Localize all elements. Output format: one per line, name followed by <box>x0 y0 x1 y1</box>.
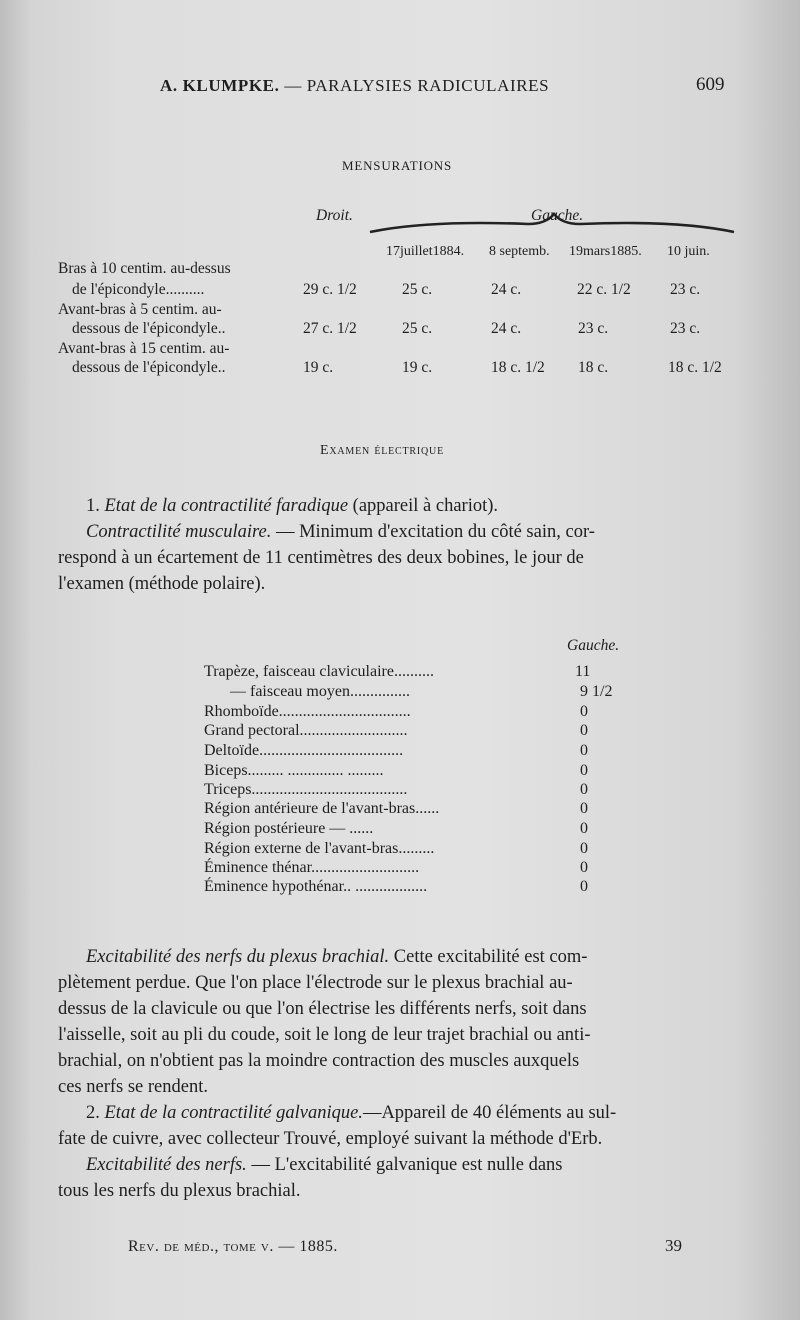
excitabilite-line-5: brachial, on n'obtient pas la moindre contraction des muscles auxquels <box>58 1051 580 1071</box>
galvanique-line-1 <box>58 1100 742 1126</box>
galvanique-line-2: fate de cuivre, avec collecteur Trouvé, employé suivant la méthode d'Erb. <box>58 1129 603 1149</box>
row3-label-line1: Avant-bras à 15 centim. au- <box>58 340 230 357</box>
gauche-brace <box>368 206 738 236</box>
faradic-row-value: 0 <box>580 703 588 720</box>
faradic-row-label: Éminence hypothénar.. .................. <box>204 878 428 895</box>
faradic-apparatus: (appareil à chariot). <box>352 496 499 516</box>
mensurations-title: MENSURATIONS <box>342 158 453 173</box>
faradic-row-label: Biceps......... .............. ......... <box>204 762 384 779</box>
faradic-heading: Etat de la contractilité faradique <box>104 496 349 516</box>
row2-gauche-3: 23 c. <box>578 320 609 337</box>
faradic-row-value: 0 <box>580 762 588 779</box>
faradic-row-value: 11 <box>575 663 591 680</box>
signature-mark: 39 <box>665 1236 682 1255</box>
running-head <box>160 76 549 96</box>
excitabilite-line-6: ces nerfs se rendent. <box>58 1077 208 1097</box>
date-col-1: 17juillet1884. <box>386 244 465 259</box>
droit-label: Droit. <box>316 207 353 224</box>
faradic-row-value: 0 <box>580 800 588 817</box>
contractilite-line-1 <box>58 519 742 545</box>
faradic-number: 1. <box>86 496 100 516</box>
row2-gauche-2: 24 c. <box>491 320 522 337</box>
faradic-row-label: Région postérieure — ...... <box>204 820 374 837</box>
contractilite-line-3: l'examen (méthode polaire). <box>58 574 266 594</box>
date-col-4: 10 juin. <box>667 244 710 259</box>
row2-label-line1: Avant-bras à 5 centim. au- <box>58 301 222 318</box>
galvanique-number: 2. <box>86 1103 100 1123</box>
row1-label-line1: Bras à 10 centim. au-dessus <box>58 260 231 277</box>
faradic-row-value: 0 <box>580 859 588 876</box>
faradic-row-label: Région antérieure de l'avant-bras...... <box>204 800 440 817</box>
page-number: 609 <box>696 74 725 95</box>
galvanique-paragraph <box>58 1100 742 1204</box>
faradic-row-label: — faisceau moyen............... <box>230 683 410 700</box>
header-title: PARALYSIES RADICULAIRES <box>306 76 550 95</box>
nerfs-line-1 <box>58 1152 742 1178</box>
excitabilite-line-1 <box>58 944 742 970</box>
footer-journal: Rev. de méd., tome v. — 1885. <box>128 1238 338 1255</box>
faradic-row-value: 0 <box>580 781 588 798</box>
faradic-line-1 <box>58 493 742 519</box>
row1-droit: 29 c. 1/2 <box>303 281 357 298</box>
row3-gauche-2: 18 c. 1/2 <box>491 359 545 376</box>
row3-label-line2: dessous de l'épicondyle.. <box>72 359 226 376</box>
faradic-row-label: Région externe de l'avant-bras......... <box>204 840 435 857</box>
row1-gauche-1: 25 c. <box>402 281 433 298</box>
faradic-row-value: 0 <box>580 722 588 739</box>
galvanique-text-1: —Appareil de 40 éléments au sul- <box>362 1103 617 1123</box>
faradic-row-value: 0 <box>580 820 588 837</box>
contractilite-text-1: — Minimum d'excitation du côté sain, cor- <box>275 522 595 542</box>
excitabilite-heading: Excitabilité des nerfs du plexus brachial. <box>86 947 390 967</box>
faradic-paragraph <box>58 493 742 597</box>
excitabilite-line-2: plètement perdue. Que l'on place l'électrode sur le plexus brachial au- <box>58 973 573 993</box>
nerfs-text-1: — L'excitabilité galvanique est nulle dans <box>251 1155 563 1175</box>
faradic-row-value: 0 <box>580 742 588 759</box>
gauche-label: Gauche. <box>531 207 584 224</box>
faradic-row-label: Deltoïde.................................... <box>204 742 404 759</box>
author-name: A. KLUMPKE. <box>160 76 280 95</box>
row1-gauche-4: 23 c. <box>670 281 701 298</box>
examen-title: Examen électrique <box>320 443 444 458</box>
row2-gauche-1: 25 c. <box>402 320 433 337</box>
nerfs-line-2: tous les nerfs du plexus brachial. <box>58 1181 301 1201</box>
row3-gauche-1: 19 c. <box>402 359 433 376</box>
row2-droit: 27 c. 1/2 <box>303 320 357 337</box>
nerfs-heading: Excitabilité des nerfs. <box>86 1155 247 1175</box>
contractilite-heading: Contractilité musculaire. <box>86 522 272 542</box>
faradic-row-value: 9 1/2 <box>580 683 613 700</box>
excitabilite-line-3: dessus de la clavicule ou que l'on électrise les différents nerfs, soit dans <box>58 999 587 1019</box>
faradic-gauche-label: Gauche. <box>567 637 620 654</box>
date-col-3: 19mars1885. <box>569 244 642 259</box>
row1-label-line2: de l'épicondyle.......... <box>72 281 205 298</box>
row1-gauche-2: 24 c. <box>491 281 522 298</box>
row3-gauche-3: 18 c. <box>578 359 609 376</box>
date-col-2: 8 septemb. <box>489 244 550 259</box>
row3-droit: 19 c. <box>303 359 334 376</box>
contractilite-line-2: respond à un écartement de 11 centimètres des deux bobines, le jour de <box>58 548 584 568</box>
faradic-row-label: Triceps....................................... <box>204 781 408 798</box>
excitabilite-text-1: Cette excitabilité est com- <box>393 947 588 967</box>
row2-label-line2: dessous de l'épicondyle.. <box>72 320 226 337</box>
faradic-row-label: Trapèze, faisceau claviculaire.......... <box>204 663 434 680</box>
faradic-row-label: Rhomboïde................................. <box>204 703 411 720</box>
row3-gauche-4: 18 c. 1/2 <box>668 359 722 376</box>
galvanique-heading: Etat de la contractilité galvanique. <box>104 1103 363 1123</box>
row2-gauche-4: 23 c. <box>670 320 701 337</box>
faradic-row-label: Grand pectoral........................... <box>204 722 408 739</box>
faradic-row-label: Éminence thénar........................... <box>204 859 420 876</box>
faradic-row-value: 0 <box>580 878 588 895</box>
faradic-row-value: 0 <box>580 840 588 857</box>
header-dash: — <box>284 76 302 95</box>
excitabilite-paragraph <box>58 944 742 1100</box>
row1-gauche-3: 22 c. 1/2 <box>577 281 631 298</box>
excitabilite-line-4: l'aisselle, soit au pli du coude, soit le long de leur trajet brachial ou anti- <box>58 1025 591 1045</box>
